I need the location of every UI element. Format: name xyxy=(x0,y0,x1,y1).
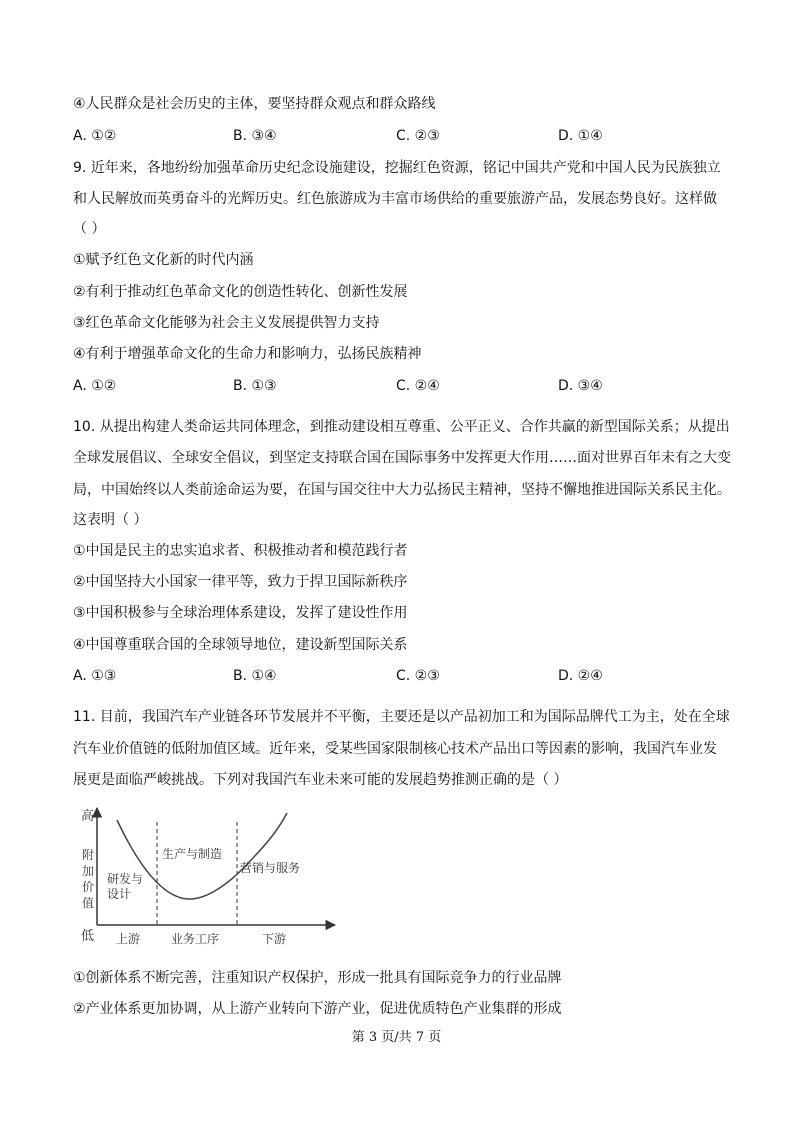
segment-label-production: 生产与制造 xyxy=(162,847,223,861)
q11-stem-line-3: 展更是面临严峻挑战。下列对我国汽车业未来可能的发展趋势推测正确的是（ ） xyxy=(73,772,568,788)
q10-item-4: ④中国尊重联合国的全球领导地位，建设新型国际关系 xyxy=(73,637,408,653)
q8-option-c: C. ②③ xyxy=(396,128,440,144)
q8-option-d: D. ①④ xyxy=(558,128,603,144)
q9-option-d: D. ③④ xyxy=(558,378,603,394)
y-axis-char-4: 值 xyxy=(82,896,95,910)
q10-stem-line-4: 这表明（ ） xyxy=(73,512,148,528)
q9-stem-line-3: （ ） xyxy=(73,221,106,237)
q11-item-1: ①创新体系不断完善，注重知识产权保护，形成一批具有国际竞争力的行业品牌 xyxy=(73,970,562,986)
q11-stem-line-1: 11. 目前，我国汽车产业链各环节发展并不平衡，主要还是以产品初加工和为国际品牌代工为主，处在全球 xyxy=(73,709,730,725)
q9-item-1: ①赋予红色文化新的时代内涵 xyxy=(73,252,254,268)
q10-item-1: ①中国是民主的忠实追求者、积极推动者和模范践行者 xyxy=(73,543,408,559)
q10-option-c: C. ②③ xyxy=(396,668,440,684)
y-axis-char-1: 附 xyxy=(82,848,95,862)
x-label-process: 业务工序 xyxy=(171,932,220,946)
smile-curve-diagram xyxy=(73,800,343,955)
q9-stem-line-2: 和人民解放而英勇奋斗的光辉历史。红色旅游成为丰富市场供给的重要旅游产品，发展态势良好。这样做 xyxy=(73,191,717,207)
segment-label-rd-2: 设计 xyxy=(107,887,132,901)
x-label-upstream: 上游 xyxy=(116,932,141,946)
y-axis-char-2: 加 xyxy=(82,864,95,878)
q9-item-4: ④有利于增强革命文化的生命力和影响力，弘扬民族精神 xyxy=(73,346,422,362)
q9-option-c: C. ②④ xyxy=(396,378,440,394)
page-footer: 第 3 页/共 7 页 xyxy=(351,1030,442,1045)
q10-option-a: A. ①③ xyxy=(73,668,117,684)
q11-item-2: ②产业体系更加协调，从上游产业转向下游产业，促进优质特色产业集群的形成 xyxy=(73,1001,562,1017)
q10-stem-line-1: 10. 从提出构建人类命运共同体理念，到推动建设相互尊重、公平正义、合作共赢的新型国际关系；从提出 xyxy=(73,419,730,435)
q9-stem-line-1: 9. 近年来，各地纷纷加强革命历史纪念设施建设，挖掘红色资源，铭记中国共产党和中国人民为民族独立 xyxy=(73,160,721,176)
q10-option-b: B. ①④ xyxy=(233,668,277,684)
q10-item-2: ②中国坚持大小国家一律平等，致力于捍卫国际新秩序 xyxy=(73,574,408,590)
segment-label-marketing: 营销与服务 xyxy=(240,861,301,875)
q8-option-a: A. ①② xyxy=(73,128,117,144)
q10-item-3: ③中国积极参与全球治理体系建设，发挥了建设性作用 xyxy=(73,605,408,621)
q10-option-d: D. ②④ xyxy=(558,668,603,684)
q9-item-3: ③红色革命文化能够为社会主义发展提供智力支持 xyxy=(73,315,380,331)
q10-stem-line-3: 局，中国始终以人类前途命运为要，在国与国交往中大力弘扬民主精神，坚持不懈地推进国际关系民主化。 xyxy=(73,482,731,498)
segment-label-rd-1: 研发与 xyxy=(107,872,144,886)
q9-option-b: B. ①③ xyxy=(233,378,277,394)
q11-stem-line-2: 汽车业价值链的低附加值区域。近年来，受某些国家限制核心技术产品出口等因素的影响，我国汽车业发 xyxy=(73,741,717,757)
q8-item-4: ④人民群众是社会历史的主体，要坚持群众观点和群众路线 xyxy=(73,96,436,112)
y-low-label: 低 xyxy=(81,929,95,944)
q10-stem-line-2: 全球发展倡议、全球安全倡议，到坚定支持联合国在国际事务中发挥更大作用……面对世界百年未有之大变 xyxy=(73,450,731,466)
smile-curve-figure xyxy=(73,800,343,955)
y-axis-char-3: 价 xyxy=(82,880,95,894)
q9-item-2: ②有利于推动红色革命文化的创造性转化、创新性发展 xyxy=(73,284,408,300)
y-high-label: 高 xyxy=(81,809,95,824)
q9-option-a: A. ①② xyxy=(73,378,117,394)
x-label-downstream: 下游 xyxy=(262,932,287,946)
q8-option-b: B. ③④ xyxy=(233,128,277,144)
